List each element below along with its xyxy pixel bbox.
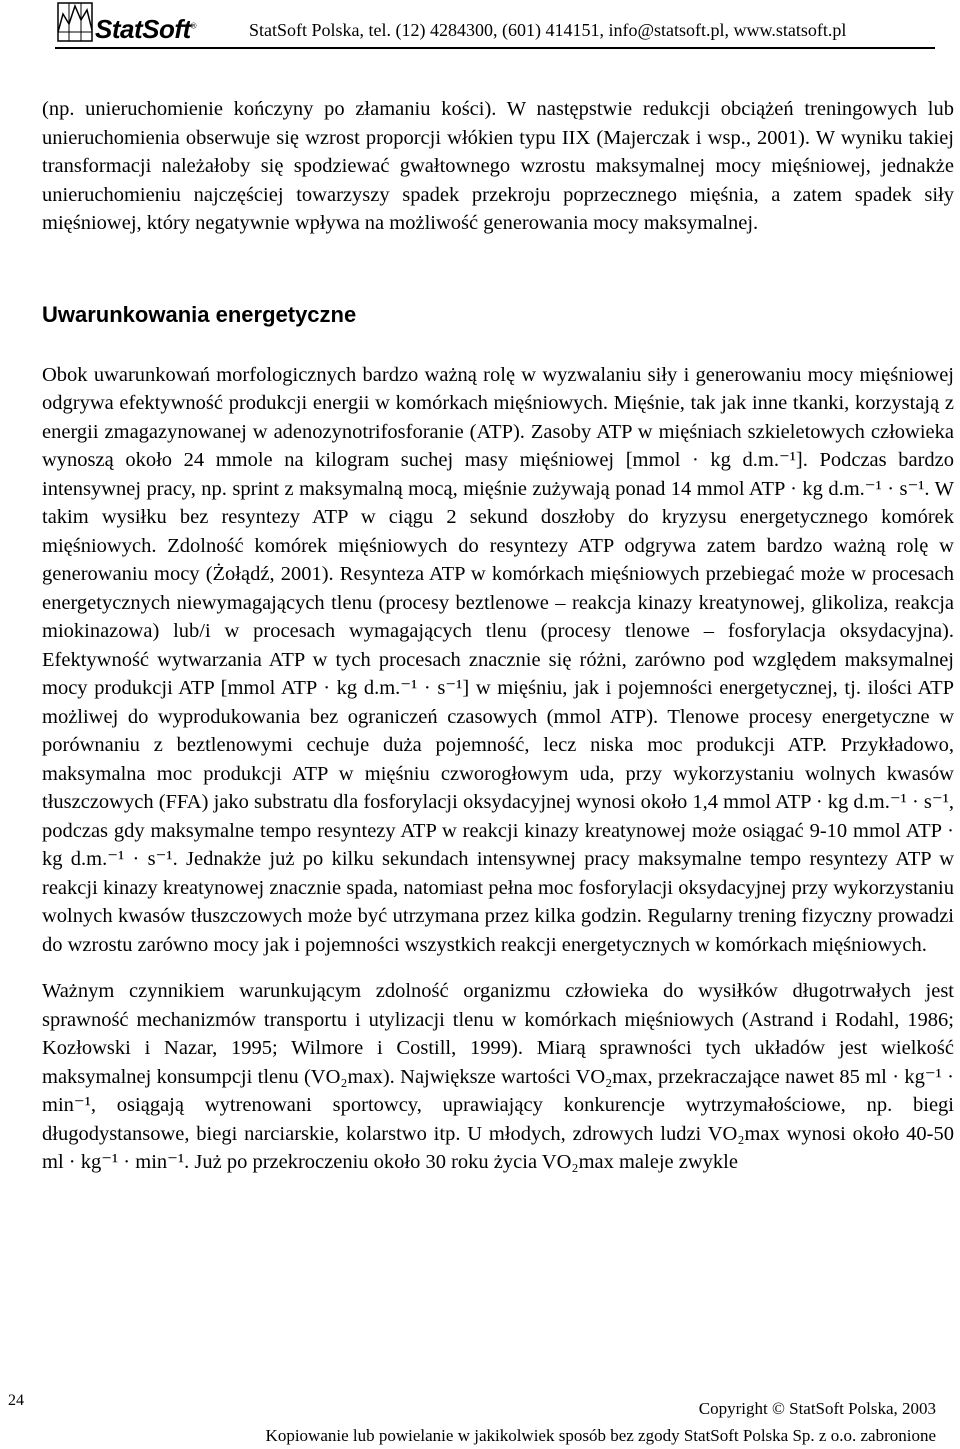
statsoft-logo-icon	[57, 2, 93, 42]
page-number: 24	[8, 1392, 24, 1409]
paragraph-energy: Obok uwarunkowań morfologicznych bardzo ważną rolę w wyzwalaniu siły i generowaniu mocy mięśniowej odgrywa efektywność produkcji energii w komórkach mięśniowych. Mięśnie, tak jak inne tkanki, korzystają z energii zmagazynowanej w adenozynotrifosforanie (ATP). Zasoby ATP w mięśniach szkieletowych człowieka wynoszą około 24 mmole na kilogram suchej masy mięśniowej [mmol · kg d.m.⁻¹]. Podczas bardzo intensywnej pracy, np. sprint z maksymalną mocą, mięśnie zużywają ponad 14 mmol ATP · kg d.m.⁻¹ · s⁻¹. W takim wysiłku bez resyntezy ATP w ciągu 2 sekund doszłoby do kryzysu energetycznego komórek mięśniowych. Zdolność komórek mięśniowych do resyntezy ATP odgrywa zatem bardzo ważną rolę w generowaniu mocy (Żołądź, 2001). Resynteza ATP w komórkach mięśniowych przebiegać może w procesach energetycznych niewymagających tlenu (procesy beztlenowe – reakcja kinazy kreatynowej, glikoliza, reakcja miokinazowa) lub/i w procesach wymagających tlenu (procesy tlenowe – fosforylacja oksydacyjna). Efektywność wytwarzania ATP w tych procesach znacznie się różni, zarówno pod względem maksymalnej mocy produkcji ATP [mmol ATP · kg d.m.⁻¹ · s⁻¹] w mięśniu, jak i pojemności energetycznej, tj. ilości ATP możliwej do wyprodukowania bez ograniczeń czasowych (mmol ATP). Tlenowe procesy energetyczne w porównaniu z beztlenowymi cechuje duża pojemność, lecz niska moc produkcji ATP. Przykładowo, maksymalna moc produkcji ATP w mięśniu czworogłowym uda, przy wykorzystaniu wolnych kwasów tłuszczowych (FFA) jako substratu dla fosforylacji oksydacyjnej wynosi około 1,4 mmol ATP · kg d.m.⁻¹ · s⁻¹, podczas gdy maksymalne tempo resyntezy ATP w reakcji kinazy kreatynowej może osiągać 9-10 mmol ATP · kg d.m.⁻¹ · s⁻¹. Jednakże już po kilku sekundach intensywnej pracy maksymalne tempo resyntezy ATP w reakcji kinazy kreatynowej znacznie spada, natomiast pełna moc fosforylacji oksydacyjnej przy wykorzystaniu wolnych kwasów tłuszczowych może być utrzymana przez kilka godzin. Regularny trening fizyczny prowadzi do wzrostu zarówno mocy jak i pojemności wszystkich reakcji energetycznych w komórkach mięśniowych.	[42, 363, 954, 956]
page-body	[42, 95, 954, 1177]
page-footer	[266, 1395, 936, 1449]
brand-name: StatSoft®	[95, 14, 197, 44]
page-header	[55, 0, 935, 48]
section-heading: Uwarunkowania energetyczne	[42, 301, 357, 327]
paragraph-oxygen: Ważnym czynnikiem warunkującym zdolność organizmu człowieka do wysiłków długotrwałych jest sprawność mechanizmów transportu i utylizacji tlenu w komórkach mięśniowych (Astrand i Rodahl, 1986; Kozłowski i Nazar, 1995; Wilmore i Costill, 1999). Miarą sprawności tych układów jest wielkość maksymalnej konsumpcji tlenu (VO₂max). Największe wartości VO₂max, przekraczające nawet 85 ml · kg⁻¹ · min⁻¹, osiągają wytrenowani sportowcy, uprawiający konkurencje wytrzymałościowe, np. biegi długodystansowe, biegi narciarskie, kolarstwo itp. U młodych, zdrowych ludzi VO₂max wynosi około 40-50 ml · kg⁻¹ · min⁻¹. Już po przekroczeniu około 30 roku życia VO₂max maleje zwykle	[42, 980, 954, 1173]
footer-copyright: Copyright © StatSoft Polska, 2003	[698, 1399, 936, 1418]
header-contact: StatSoft Polska, tel. (12) 4284300, (601) 414151, info@statsoft.pl, www.statsoft.pl	[249, 20, 847, 40]
paragraph-intro: (np. unieruchomienie kończyny po złamaniu kości). W następstwie redukcji obciążeń treningowych lub unieruchomienia obserwuje się wzrost proporcji włókien typu IIX (Majerczak i wsp., 2001). W wyniku takiej transformacji należałoby się spodziewać gwałtownego wzrostu maksymalnej mocy mięśniowej, jednakże unieruchomieniu najczęściej towarzyszy spadek przekroju poprzecznego mięśnia, a zatem spadek siły mięśniowej, który negatywnie wpływa na możliwość generowania mocy maksymalnej.	[42, 98, 954, 234]
footer-notice: Kopiowanie lub powielanie w jakikolwiek sposób bez zgody StatSoft Polska Sp. z o.o. zabronione	[265, 1426, 936, 1445]
header-divider	[55, 47, 935, 49]
